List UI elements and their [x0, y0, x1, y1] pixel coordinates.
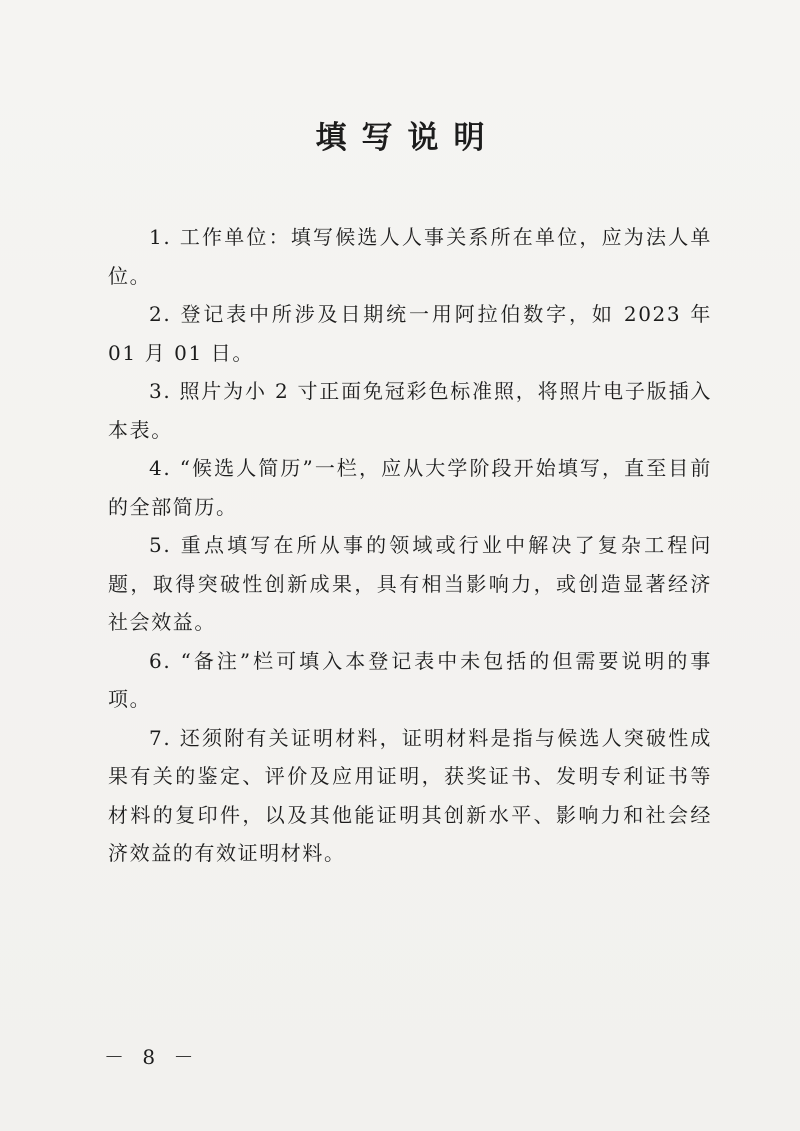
instruction-paragraph-4: 4. “候选人简历”一栏，应从大学阶段开始填写，直至目前的全部简历。 — [108, 456, 712, 519]
instruction-paragraph-5: 5. 重点填写在所从事的领域或行业中解决了复杂工程问题，取得突破性创新成果，具有相当影响力，或创造显著经济社会效益。 — [108, 533, 712, 634]
instruction-paragraph-6: 6. “备注”栏可填入本登记表中未包括的但需要说明的事项。 — [108, 648, 712, 711]
instruction-paragraph-2: 2. 登记表中所涉及日期统一用阿拉伯数字，如 2023 年 01 月 01 日。 — [108, 302, 712, 365]
instructions-body — [108, 218, 712, 873]
instruction-paragraph-1: 1. 工作单位：填写候选人人事关系所在单位，应为法人单位。 — [108, 225, 712, 288]
page-number: － 8 － — [104, 1045, 200, 1069]
instruction-paragraph-7: 7. 还须附有关证明材料，证明材料是指与候选人突破性成果有关的鉴定、评价及应用证明，获奖证书、发明专利证书等材料的复印件，以及其他能证明其创新水平、影响力和社会经济效益的有效证明材料。 — [108, 725, 712, 865]
document-title: 填写说明 — [315, 120, 500, 156]
instruction-paragraph-3: 3. 照片为小 2 寸正面免冠彩色标准照，将照片电子版插入本表。 — [108, 379, 712, 442]
